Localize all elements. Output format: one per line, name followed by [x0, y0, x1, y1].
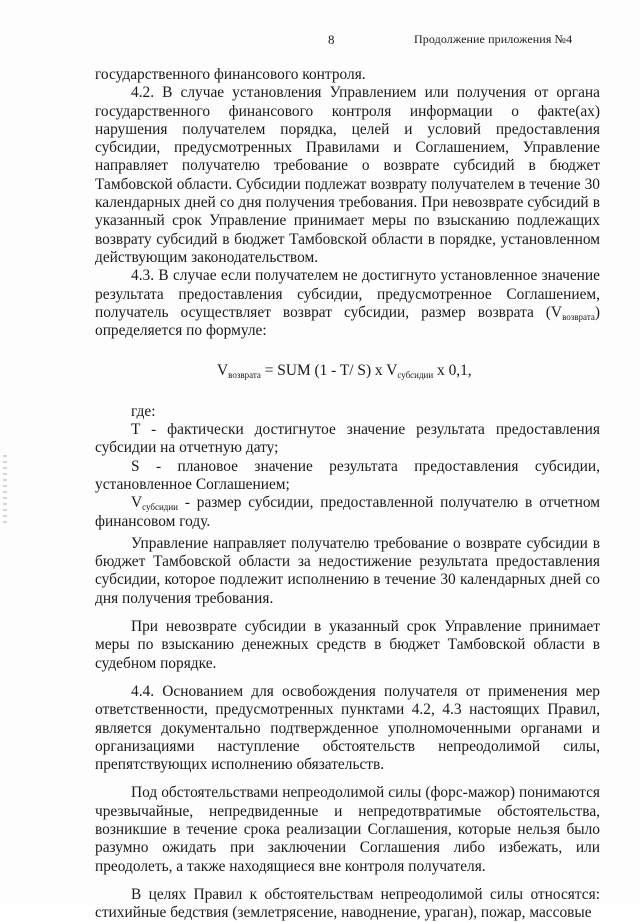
paragraph-force-majeure-list: В целях Правил к обстоятельствам непреодолимой силы относятся: стихийные бедствия (землетрясение, наводнение, ураган), пожар, массовые — [95, 885, 600, 922]
formula-tail: x 0,1, — [433, 362, 472, 380]
definition-s: S - плановое значение результата предоставления субсидии, установленное Соглашением; — [95, 457, 600, 493]
paragraph-carryover: государственного финансового контроля. — [95, 66, 366, 83]
definition-v-subscript: субсидии — [142, 502, 178, 513]
document-body — [95, 66, 600, 922]
continuation-note: Продолжение приложения №4 — [414, 32, 573, 46]
scan-margin-mark — [3, 455, 7, 525]
paragraph-4-3-text: 4.3. В случае если получателем не достигнуто установленное значение результата предоставления субсидии, предусмотренное Соглашением, получатель осуществляет возврат субсидии, размер возврата (V — [95, 267, 600, 321]
page-number: 8 — [328, 32, 335, 47]
paragraph-non-return: При невозврате субсидии в указанный срок Управление принимает меры по взысканию денежных средств в бюджет Тамбовской области в судебном порядке. — [95, 618, 600, 672]
definition-t: T - фактически достигнутое значение результата предоставления субсидии на отчетную дату; — [95, 421, 600, 457]
formula-v-subsidy-subscript: субсидии — [397, 370, 434, 381]
where-label: где: — [131, 402, 156, 420]
paragraph-4-2: 4.2. В случае установления Управлением или получения от органа государственного финансового контроля информации о факте(ах) нарушения получателем порядка, целей и условий предоставления субсидии, предусмотренных Правилами и Соглашением, Управление направляет получателю требование о возврате субсидий в бюджет Тамбовской области. Субсидии подлежат возврату получателем в течение 30 календарных дней со дня получения требования. При невозврате субсидий в указанный срок Управление принимает меры по взысканию подлежащих возврату субсидий в бюджет Тамбовской области в порядке, установленном действующим законодательством. — [95, 84, 600, 266]
paragraph-4-3 — [95, 267, 600, 340]
formula-v-return-subscript: возврата — [228, 370, 261, 381]
formula-middle: = SUM (1 - T/ S) x V — [260, 362, 398, 380]
definition-v-subsidy — [95, 494, 600, 531]
definition-v-letter: V — [131, 494, 143, 512]
v-return-subscript: возврата — [562, 311, 595, 322]
refund-formula — [95, 362, 600, 380]
formula-v-return: V — [217, 362, 229, 380]
paragraph-demand: Управление направляет получателю требование о возврате субсидии в бюджет Тамбовской области за недостижение результата предоставления субсидии, которое подлежит исполнению в течение 30 календарных дней со дня получения требования. — [95, 534, 600, 607]
paragraph-4-3-end: ) определяется по формуле: — [95, 303, 600, 340]
paragraph-force-majeure: Под обстоятельствами непреодолимой силы (форс-мажор) понимаются чрезвычайные, непредвиденные и непредотвратимые обстоятельства, возникшие в течение срока реализации Соглашения, которые нельзя было разумно ожидать при заключении Соглашения либо избежать, или преодолеть, а также находящиеся вне контроля получателя. — [95, 784, 600, 875]
paragraph-4-4: 4.4. Основанием для освобождения получателя от применения мер ответственности, предусмотренных пунктами 4.2, 4.3 настоящих Правил, является документально подтвержденное уполномоченными органами и организациями наступление обстоятельств непреодолимой силы, препятствующих исполнению обязательств. — [95, 682, 600, 774]
definition-v-text: - размер субсидии, предоставленной получателю в отчетном финансовом году. — [95, 494, 600, 530]
